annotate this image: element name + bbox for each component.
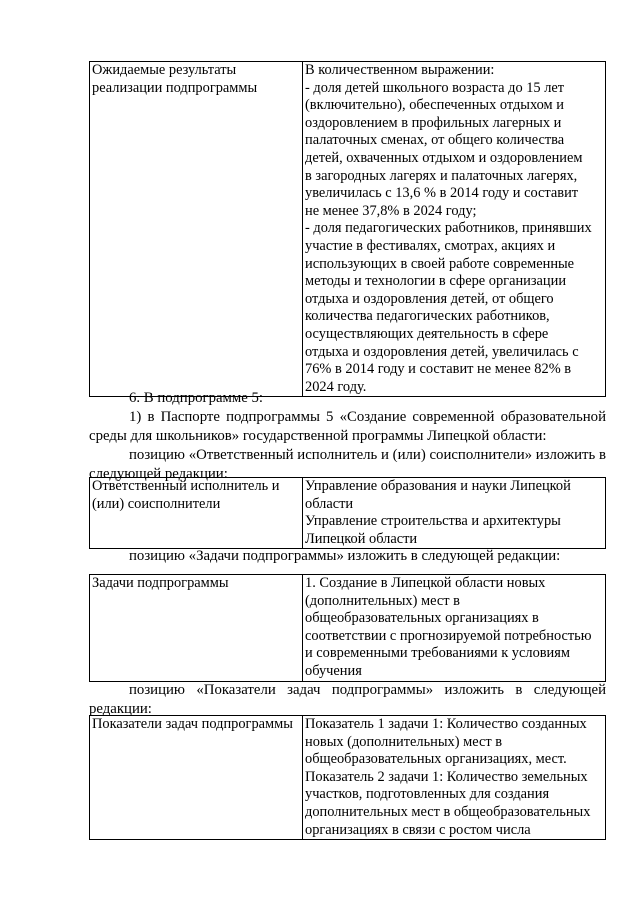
text-line: отдыха и оздоровления детей, от общего <box>305 290 554 307</box>
text-line: области <box>305 495 354 512</box>
tasks-intro-block <box>89 547 606 566</box>
text-line: и современными требованиями к условиям <box>305 645 570 662</box>
text-line: Показатель 1 задачи 1: Количество созданных <box>305 716 587 732</box>
paragraph-indicators-position: позицию «Показатели задач подпрограммы» изложить в следующей редакции: <box>89 682 606 717</box>
tasks-table <box>89 574 606 682</box>
text-line: обучения <box>305 662 362 679</box>
text-line: использующих в своей работе современные <box>305 255 575 272</box>
table-row <box>90 478 606 549</box>
expected-results-value <box>303 62 606 397</box>
text-line: палаточных сменах, от общего количества <box>305 132 565 149</box>
expected-results-label: Ожидаемые результаты реализации подпрограммы <box>90 62 303 397</box>
text-line: (дополнительных) мест в <box>305 592 460 609</box>
text-line: Показатель 2 задачи 1: Количество земельных <box>305 768 588 785</box>
text-line: - доля детей школьного возраста до 15 лет <box>305 79 565 96</box>
text-line: 2024 году. <box>305 378 367 395</box>
text-line: Управление строительства и архитектуры <box>305 513 561 530</box>
tasks-label: Задачи подпрограммы <box>90 575 303 682</box>
expected-results-table <box>89 61 606 397</box>
text-line: общеобразовательных организациях, мест. <box>305 751 567 768</box>
indicators-label: Показатели задач подпрограммы <box>90 716 303 840</box>
text-line: осуществляющих деятельность в сфере <box>305 325 549 342</box>
text-line: детей, охваченных отдыхом и оздоровлением <box>305 149 583 166</box>
text-line: оздоровлением в профильных лагерных и <box>305 114 562 131</box>
text-line: организациях в связи с ростом числа <box>305 821 531 838</box>
table-row <box>90 716 606 840</box>
text-line: участие в фестивалях, смотрах, акциях и <box>305 237 556 254</box>
text-line: новых (дополнительных) мест в <box>305 733 503 750</box>
text-line: общеобразовательных организациях в <box>305 610 539 627</box>
text-line: увеличилась с 13,6 % в 2014 году и составит <box>305 185 579 202</box>
paragraph-executor-position: позицию «Ответственный исполнитель и (или) соисполнители» изложить в следующей редакции: <box>89 447 606 482</box>
text-line: (включительно), обеспеченных отдыхом и <box>305 97 564 114</box>
text-line: В количественном выражении: <box>305 62 495 78</box>
executor-label: Ответственный исполнитель и (или) соисполнители <box>90 478 303 549</box>
section-heading: 6. В подпрограмме 5: <box>129 390 264 406</box>
text-line: соответствии с прогнозируемой потребностью <box>305 627 592 644</box>
text-line: Липецкой области <box>305 530 418 547</box>
table-row <box>90 62 606 397</box>
table-row <box>90 575 606 682</box>
indicators-value <box>303 716 606 840</box>
text-line: Управление образования и науки Липецкой <box>305 478 571 494</box>
text-line: дополнительных мест в общеобразовательных <box>305 803 591 820</box>
tasks-value <box>303 575 606 682</box>
text-line: методы и технологии в сфере организации <box>305 273 567 290</box>
text-line: количества педагогических работников, <box>305 308 550 325</box>
text-line: 1. Создание в Липецкой области новых <box>305 575 546 591</box>
section-block <box>89 389 606 484</box>
text-line: - доля педагогических работников, принявших <box>305 220 592 237</box>
indicators-table <box>89 715 606 840</box>
text-line: не менее 37,8% в 2024 году; <box>305 202 477 219</box>
text-line: отдыха и оздоровления детей, увеличилась с <box>305 343 579 360</box>
paragraph-passport: 1) в Паспорте подпрограммы 5 «Создание современной образовательной среды для школьников» государственной программы Липецкой области: <box>89 409 606 444</box>
paragraph-tasks-position: позицию «Задачи подпрограммы» изложить в следующей редакции: <box>129 548 561 564</box>
indicators-intro-block <box>89 681 606 719</box>
executor-table <box>89 477 606 549</box>
text-line: в загородных лагерях и палаточных лагерях, <box>305 167 578 184</box>
executor-value <box>303 478 606 549</box>
text-line: 76% в 2014 году и составит не менее 82% в <box>305 361 572 378</box>
text-line: участков, подготовленных для создания <box>305 786 550 803</box>
